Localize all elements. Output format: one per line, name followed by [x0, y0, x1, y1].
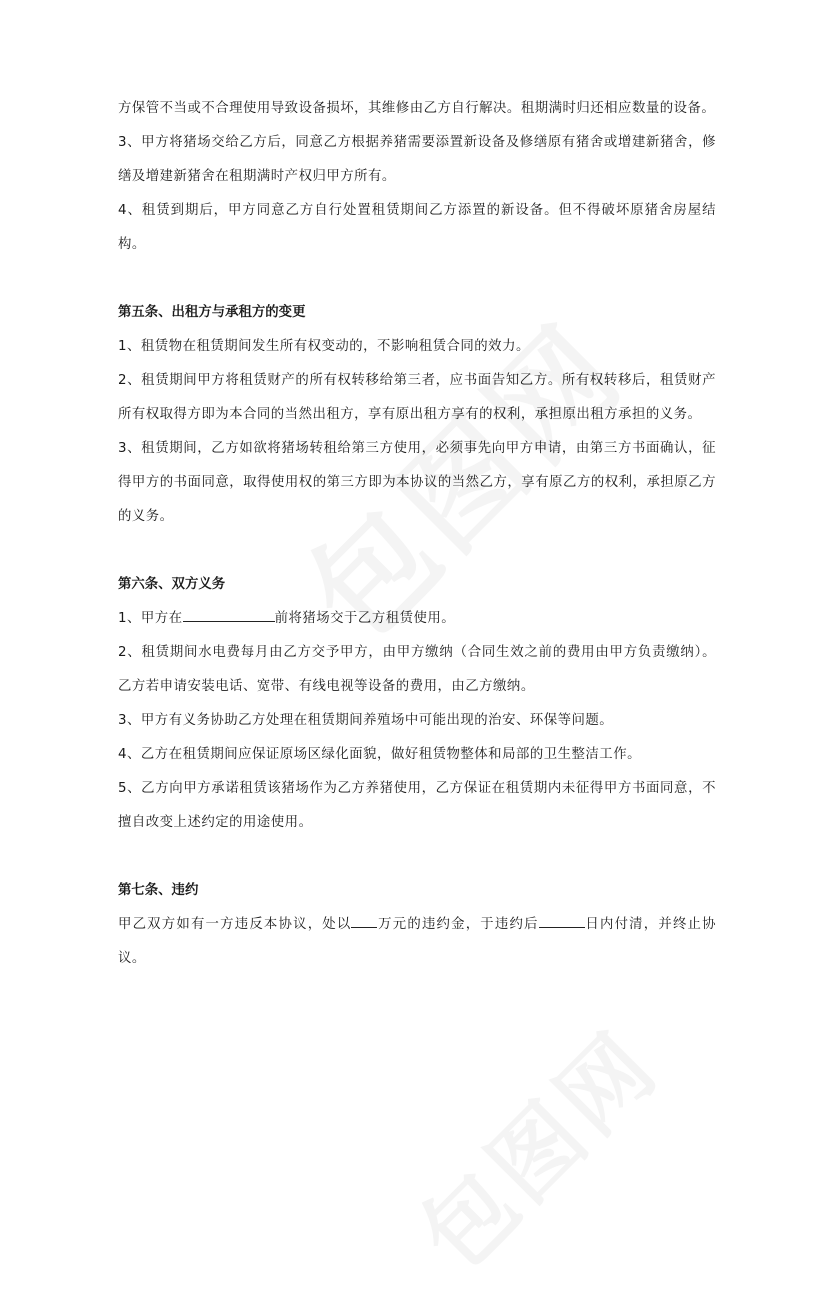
paragraph: 方保管不当或不合理使用导致设备损坏，其维修由乙方自行解决。租期满时归还相应数量的设备。: [118, 101, 716, 116]
text: 前将猪场交于乙方租赁使用。: [274, 611, 456, 626]
section-heading: 第七条、违约: [118, 883, 199, 898]
paragraph: 3、租赁期间，乙方如欲将猪场转租给第三方使用，必须事先向甲方申请，由第三方书面确认，征得甲方的书面同意，取得使用权的第三方即为本协议的当然乙方，享有原乙方的权利，承担原乙方的义务。: [118, 441, 716, 524]
paragraph: [118, 602, 716, 636]
paragraph: 3、甲方将猪场交给乙方后，同意乙方根据养猪需要添置新设备及修缮原有猪舍或增建新猪舍，修缮及增建新猪舍在租期满时产权归甲方所有。: [118, 135, 716, 184]
paragraph: 3、甲方有义务协助乙方处理在租赁期间养殖场中可能出现的治安、环保等问题。: [118, 713, 614, 728]
fill-in-blank[interactable]: [539, 913, 585, 928]
fill-in-blank[interactable]: [183, 607, 275, 622]
paragraph: 2、租赁期间水电费每月由乙方交予甲方，由甲方缴纳（合同生效之前的费用由甲方负责缴纳）。乙方若申请安装电话、宽带、有线电视等设备的费用，由乙方缴纳。: [118, 645, 716, 694]
text: 甲乙双方如有一方违反本协议，处以: [118, 917, 352, 932]
fill-in-blank[interactable]: [351, 913, 377, 928]
text: 万元的违约金，于违约后: [377, 917, 539, 932]
section-heading: 第五条、出租方与承租方的变更: [118, 305, 306, 320]
section-heading: 第六条、双方义务: [118, 577, 226, 592]
paragraph: 4、乙方在租赁期间应保证原场区绿化面貌，做好租赁物整体和局部的卫生整洁工作。: [118, 747, 641, 762]
watermark: [386, 997, 682, 1293]
paragraph: 5、乙方向甲方承诺租赁该猪场作为乙方养猪使用，乙方保证在租赁期内未征得甲方书面同意，不擅自改变上述约定的用途使用。: [118, 781, 716, 830]
text: 日内付清，并终止协议。: [118, 917, 717, 966]
paragraph: 2、租赁期间甲方将租赁财产的所有权转移给第三者，应书面告知乙方。所有权转移后，租赁财产所有权取得方即为本合同的当然出租方，享有原出租方享有的权利，承担原出租方承担的义务。: [118, 373, 716, 422]
paragraph: 4、租赁到期后，甲方同意乙方自行处置租赁期间乙方添置的新设备。但不得破坏原猪舍房屋结构。: [118, 203, 716, 252]
paragraph: [118, 908, 716, 976]
document-body: [118, 92, 716, 976]
paragraph: 1、租赁物在租赁期间发生所有权变动的，不影响租赁合同的效力。: [118, 339, 530, 354]
text: 1、甲方在: [118, 611, 183, 626]
